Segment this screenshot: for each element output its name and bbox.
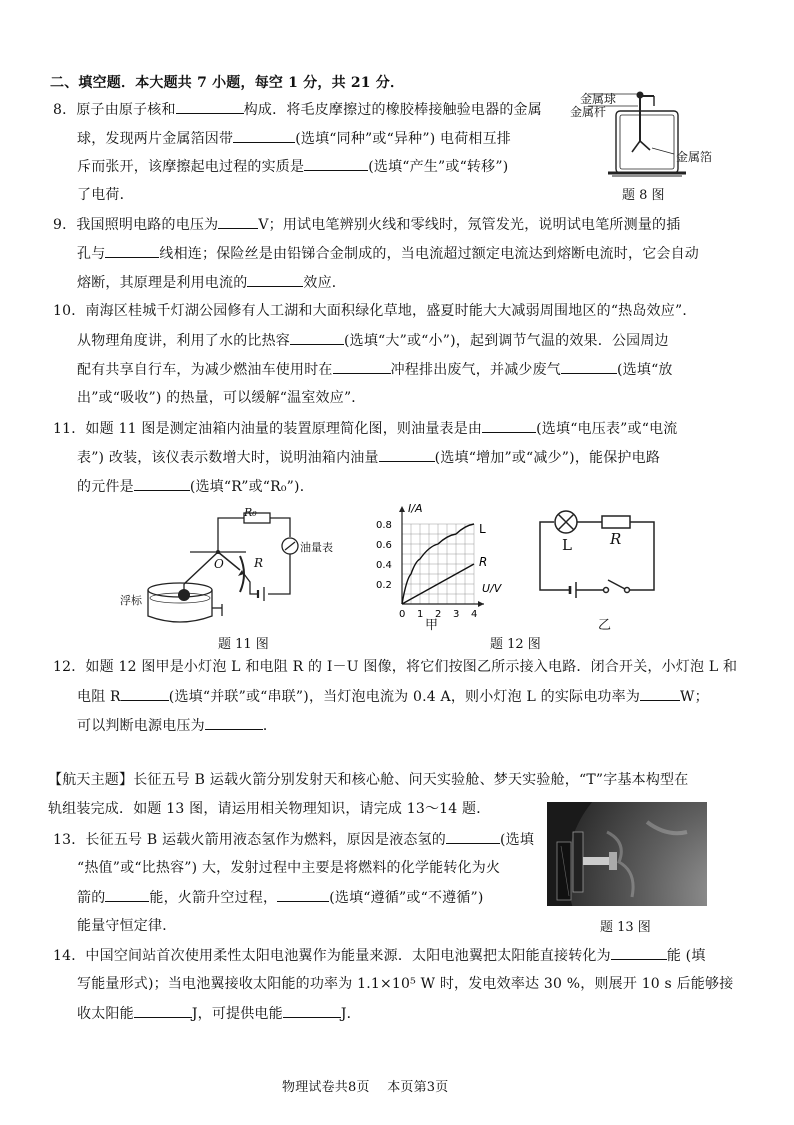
x-tick-label: 2 xyxy=(435,609,442,620)
series-circuit-figure xyxy=(530,506,670,606)
q9-number: 9． xyxy=(53,217,77,233)
x-tick-label: 0 xyxy=(399,609,406,620)
x-axis-arrow xyxy=(478,601,484,607)
q8-blank-1[interactable] xyxy=(176,99,244,114)
resistor-r xyxy=(602,516,630,528)
q9-blank-3[interactable] xyxy=(247,272,303,287)
metal-ball xyxy=(637,92,644,99)
q12-blank-1[interactable] xyxy=(121,686,169,701)
x-tick-label: 3 xyxy=(453,609,460,620)
label-metal-ball: 金属球 xyxy=(580,92,617,106)
q14-blank-3[interactable] xyxy=(283,1003,341,1018)
q14-blank-1[interactable] xyxy=(611,945,667,960)
q11-blank-2[interactable] xyxy=(379,447,435,462)
q13-number: 13． xyxy=(53,832,86,848)
q8-blank-2[interactable] xyxy=(233,128,295,143)
figure-13-caption: 题 13 图 xyxy=(600,920,651,935)
page-footer: 物理试卷共8页 本页第3页 xyxy=(282,1080,449,1095)
q10-blank-1[interactable] xyxy=(290,330,344,345)
q12-number: 12． xyxy=(53,659,86,675)
q10-number: 10． xyxy=(53,303,86,319)
switch-contact xyxy=(625,588,630,593)
q8-number: 8． xyxy=(53,102,77,118)
float-ball xyxy=(178,589,190,601)
q9-blank-1[interactable] xyxy=(218,214,258,229)
chart-grid xyxy=(402,524,474,604)
iu-chart xyxy=(368,500,508,620)
q9-blank-2[interactable] xyxy=(105,243,159,258)
x-tick-label: 1 xyxy=(417,609,424,620)
y-tick-label: 0.2 xyxy=(376,580,392,591)
q12-blank-2[interactable] xyxy=(640,686,680,701)
label-pivot-o: O xyxy=(214,557,224,571)
label-r0: R₀ xyxy=(244,506,257,519)
earth xyxy=(567,802,707,906)
x-tick-label: 4 xyxy=(471,609,478,620)
fuel-gauge-figure xyxy=(140,504,320,630)
circuit-label-l: L xyxy=(562,536,572,554)
q14-number: 14． xyxy=(53,948,86,964)
curve-r-label: R xyxy=(479,555,488,569)
q11-number: 11． xyxy=(53,421,86,437)
y-axis-label: I/A xyxy=(408,502,423,515)
electroscope-frame xyxy=(616,111,678,173)
label-metal-foil: 金属箔 xyxy=(676,150,713,164)
q13-blank-3[interactable] xyxy=(277,887,329,902)
y-axis-arrow xyxy=(399,506,405,512)
label-resistor-r: R xyxy=(254,556,264,570)
switch-blade xyxy=(608,580,625,589)
q11-blank-3[interactable] xyxy=(134,476,190,491)
q13-blank-1[interactable] xyxy=(446,829,500,844)
circuit-label-r: R xyxy=(610,530,622,548)
metal-foil xyxy=(632,141,650,152)
x-axis-label: U/V xyxy=(482,582,502,595)
figure-8-caption: 题 8 图 xyxy=(622,188,665,203)
q11-blank-1[interactable] xyxy=(482,418,536,433)
y-tick-label: 0.4 xyxy=(376,560,392,571)
q8-blank-3[interactable] xyxy=(304,156,368,171)
y-tick-label: 0.6 xyxy=(376,540,392,551)
q10-blank-2[interactable] xyxy=(333,359,391,374)
y-tick-label: 0.8 xyxy=(376,520,392,531)
section-title: 二、填空题．本大题共 7 小题，每空 1 分，共 21 分． xyxy=(50,75,405,91)
label-metal-rod: 金属杆 xyxy=(570,105,607,119)
label-fuel-meter: 油量表 xyxy=(300,541,333,554)
space-station-photo xyxy=(547,802,707,906)
q10-blank-3[interactable] xyxy=(561,359,617,374)
figure-11-caption: 题 11 图 xyxy=(218,637,269,652)
q14-blank-2[interactable] xyxy=(134,1003,192,1018)
label-yi: 乙 xyxy=(598,618,612,633)
label-jia: 甲 xyxy=(425,618,439,633)
label-float: 浮标 xyxy=(120,594,142,607)
q12-blank-3[interactable] xyxy=(205,715,263,730)
q13-blank-2[interactable] xyxy=(105,887,149,902)
curve-l-label: L xyxy=(479,522,486,536)
figure-12-caption: 题 12 图 xyxy=(490,637,541,652)
